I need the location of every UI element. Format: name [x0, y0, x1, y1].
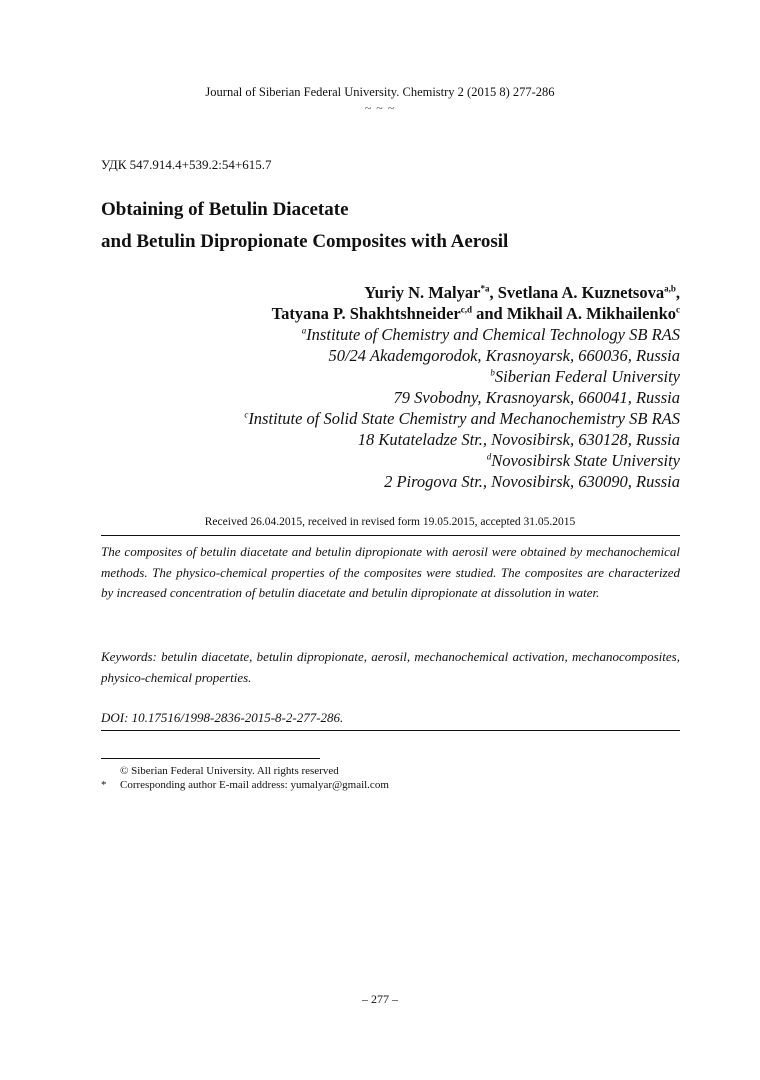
footnote-corresponding: * Corresponding author E-mail address: yumalyar@gmail.com	[101, 779, 389, 791]
author-sup: c,d	[460, 304, 472, 315]
author-name: Mikhail A. Mikhailenko	[506, 304, 676, 323]
affiliation-b-address: 79 Svobodny, Krasnoyarsk, 660041, Russia	[393, 388, 680, 407]
affiliation-c: $^c$Institute of Solid State Chemistry and Mechanochemistry SB RAS	[244, 409, 680, 428]
affiliation-d-address: 2 Pirogova Str., Novosibirsk, 630090, Russia	[384, 472, 680, 491]
footnotes	[101, 764, 389, 792]
footnote-rule	[101, 758, 320, 759]
footnote-copyright: © Siberian Federal University. All rights reserved	[120, 765, 339, 777]
author-name: Tatyana P. Shakhtshneider	[271, 304, 461, 323]
author-name: Svetlana A. Kuznetsova	[497, 283, 665, 302]
affiliation-a-address: 50/24 Akademgorodok, Krasnoyarsk, 660036, Russia	[328, 346, 680, 365]
abstract: The composites of betulin diacetate and betulin dipropionate with aerosil were obtained by mechanochemical methods. The physico-chemical properties of the composites were studied. The composites are characterized by increased concentration of betulin diacetate and betulin dipropionate at dissolution in water.	[101, 544, 680, 600]
author-sup: a,b	[664, 283, 676, 294]
affiliation-c-address: 18 Kutateladze Str., Novosibirsk, 630128, Russia	[357, 430, 680, 449]
header-ornament: ~ ~ ~	[364, 101, 396, 115]
udk-code: УДК 547.914.4+539.2:54+615.7	[101, 157, 272, 172]
title-line-1: Obtaining of Betulin Diacetate	[101, 199, 349, 220]
keywords: Keywords: betulin diacetate, betulin dipropionate, aerosil, mechanochemical activation, mechanocomposites, physico-chemical properties.	[101, 649, 680, 685]
abstract-bottom-rule	[101, 730, 680, 731]
affiliation-b: $^b$Siberian Federal University	[490, 367, 680, 386]
paper-title	[101, 194, 508, 258]
received-dates: Received 26.04.2015, received in revised form 19.05.2015, accepted 31.05.2015	[204, 516, 576, 528]
affiliation-d: $^d$Novosibirsk State University	[486, 451, 680, 470]
author-block	[244, 282, 680, 492]
affiliation-a: $^a$Institute of Chemistry and Chemical Technology SB RAS	[301, 325, 680, 344]
doi: DOI: 10.17516/1998-2836-2015-8-2-277-286.	[101, 710, 344, 725]
authors-line-1: Yuriy N. Malyar$^{*a}$, Svetlana A. Kuznetsova$^{a,b}$,	[364, 283, 680, 302]
abstract-top-rule	[101, 535, 680, 536]
author-sup: *a	[480, 283, 490, 294]
journal-header: Journal of Siberian Federal University. Chemistry 2 (2015 8) 277-286	[205, 85, 555, 99]
page-number: – 277 –	[362, 992, 398, 1006]
title-line-2: and Betulin Dipropionate Composites with Aerosil	[101, 231, 509, 252]
authors-line-2: Tatyana P. Shakhtshneider$^{c,d}$ and Mikhail A. Mikhailenko$^c$	[271, 304, 680, 323]
author-sup: c	[676, 304, 680, 315]
author-name: Yuriy N. Malyar	[364, 283, 481, 302]
